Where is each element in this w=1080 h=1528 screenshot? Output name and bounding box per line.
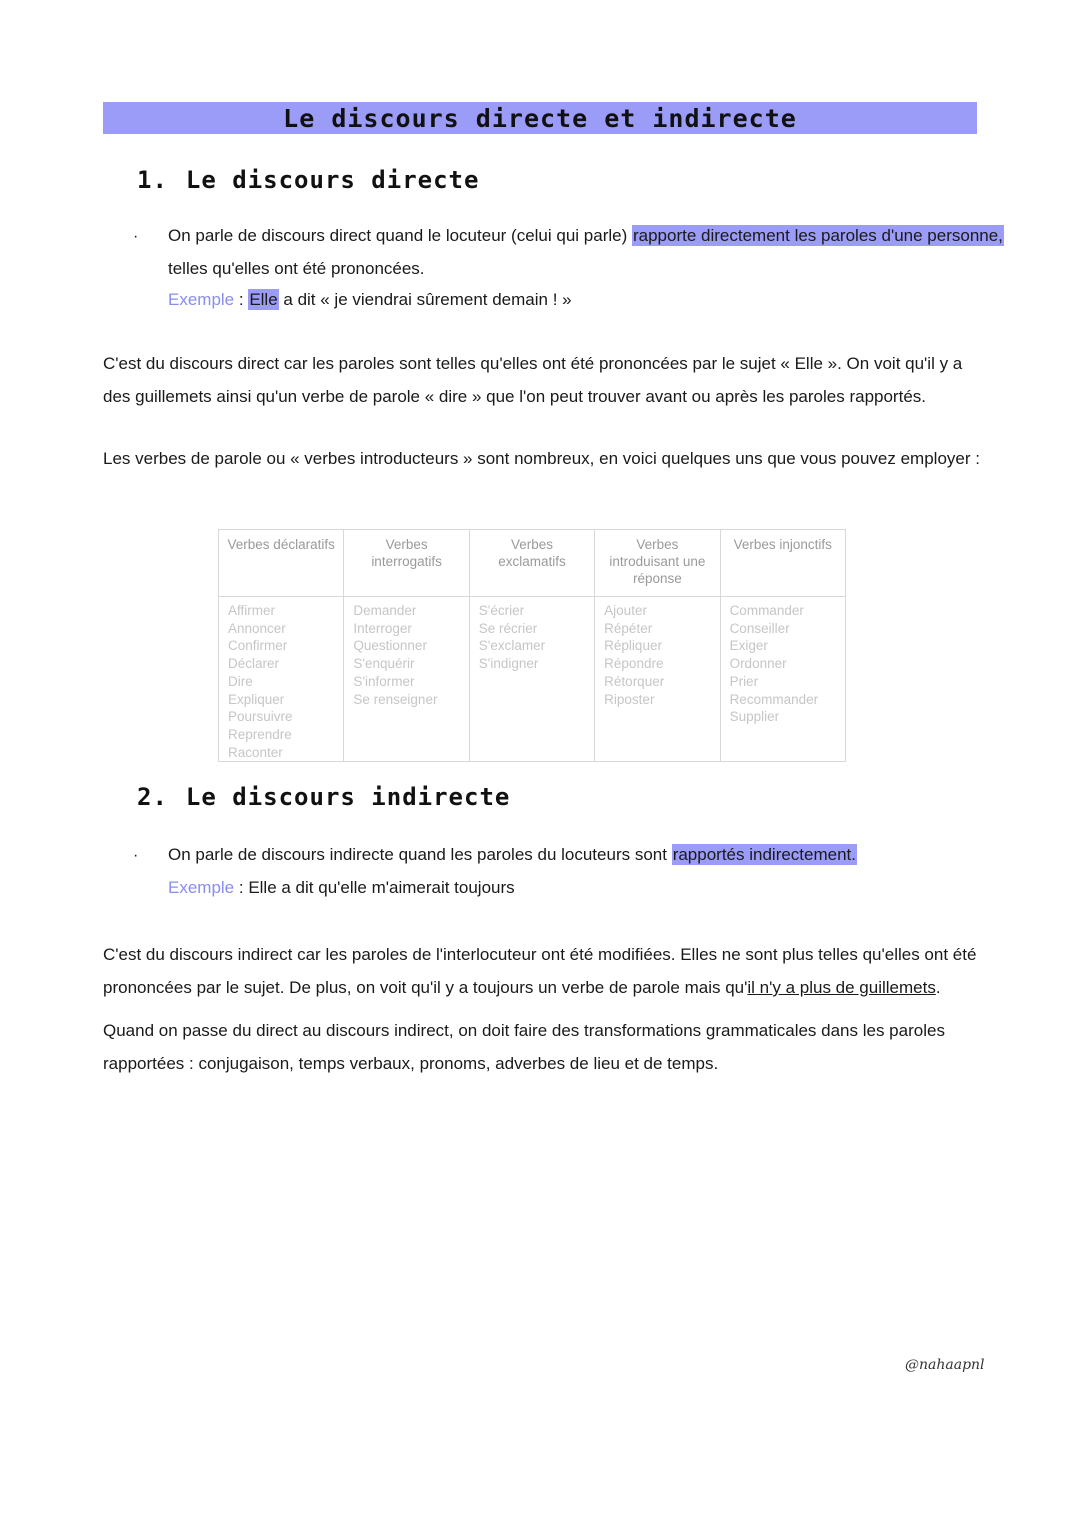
section1-example bbox=[168, 290, 572, 310]
table-header-exclamatifs: Verbes exclamatifs bbox=[469, 530, 594, 597]
verb-item: Recommander bbox=[729, 691, 819, 707]
table-header-reponse: Verbes introduisant une réponse bbox=[595, 530, 720, 597]
verb-item: S'exclamer bbox=[478, 638, 546, 654]
section1-definition-text: On parle de discours direct quand le locuteur (celui qui parle) bbox=[168, 226, 632, 245]
verbs-table-row bbox=[219, 597, 846, 762]
section2-definition-text: On parle de discours indirecte quand les paroles du locuteurs sont bbox=[168, 845, 672, 864]
section1-definition-line2: telles qu'elles ont été prononcées. bbox=[168, 259, 425, 278]
bullet-dot: · bbox=[133, 847, 139, 864]
verbs-table bbox=[218, 529, 846, 762]
verb-item: Supplier bbox=[729, 709, 780, 725]
verb-item: Confirmer bbox=[228, 638, 288, 654]
example-label: Exemple bbox=[168, 290, 235, 309]
example-separator: : bbox=[234, 290, 249, 309]
verb-item: S'informer bbox=[353, 673, 415, 689]
table-cell-exclamatifs bbox=[469, 597, 594, 762]
section2-explanation-text: C'est du discours indirect car les paroles de l'interlocuteur ont été modifiées. Elles ne sont plus telles qu'elles ont été prononcées par le sujet. De plus, on voit qu'il y a toujours un verbe de parole mais qu' bbox=[103, 945, 977, 997]
verb-item: Ajouter bbox=[604, 603, 647, 618]
section1-definition-line1 bbox=[168, 226, 1004, 246]
verb-item: S'indigner bbox=[478, 656, 539, 672]
verb-item: Conseiller bbox=[729, 620, 790, 636]
section2-definition bbox=[168, 845, 857, 865]
verb-item: Répondre bbox=[604, 656, 664, 672]
section2-heading-text: Le discours indirecte bbox=[185, 783, 511, 811]
verb-item: Demander bbox=[353, 603, 417, 618]
example-sentence: Elle a dit qu'elle m'aimerait toujours bbox=[248, 878, 515, 897]
verb-item: Se récrier bbox=[478, 620, 538, 636]
verb-item: Exiger bbox=[729, 638, 768, 654]
verb-item: Répliquer bbox=[604, 638, 662, 654]
section2-explanation-underlined: il n'y a plus de guillemets bbox=[747, 978, 936, 997]
section1-definition-highlight: rapporte directement les paroles d'une personne, bbox=[632, 226, 1003, 245]
verb-item: Questionner bbox=[353, 638, 427, 654]
verb-item: Rétorquer bbox=[604, 673, 665, 689]
example-subject-highlight: Elle bbox=[249, 290, 278, 309]
table-cell-declaratifs bbox=[219, 597, 344, 762]
verb-item: Commander bbox=[729, 603, 804, 618]
example-separator: : bbox=[234, 878, 249, 897]
verb-item: Raconter bbox=[228, 744, 283, 760]
verbs-intro: Les verbes de parole ou « verbes introducteurs » sont nombreux, en voici quelques uns que vous pouvez employer : bbox=[103, 449, 980, 468]
section1-explanation: C'est du discours direct car les paroles sont telles qu'elles ont été prononcées par le sujet « Elle ». On voit qu'il y a des guillemets ainsi qu'un verbe de parole « dire » que l'on peut trouver avant ou après les paroles rapportés. bbox=[103, 354, 963, 406]
verb-item: Annoncer bbox=[228, 620, 286, 636]
verb-item: Dire bbox=[228, 673, 253, 689]
table-header-injonctifs: Verbes injonctifs bbox=[720, 530, 845, 597]
verb-item: S'enquérir bbox=[353, 656, 415, 672]
verb-item: Reprendre bbox=[228, 726, 292, 742]
verb-item: Ordonner bbox=[729, 656, 787, 672]
section2-explanation-end: . bbox=[935, 978, 941, 997]
table-header-declaratifs: Verbes déclaratifs bbox=[219, 530, 344, 597]
section1-heading-text: Le discours directe bbox=[185, 166, 480, 194]
section2-example bbox=[168, 878, 515, 898]
section2-heading bbox=[137, 783, 510, 811]
verb-item: Expliquer bbox=[228, 691, 285, 707]
section2-definition-highlight: rapportés indirectement. bbox=[672, 845, 857, 864]
verb-item: Poursuivre bbox=[228, 709, 293, 725]
table-cell-reponse bbox=[595, 597, 720, 762]
verb-item: S'écrier bbox=[478, 603, 525, 618]
verb-item: Répéter bbox=[604, 620, 653, 636]
author-watermark: @nahaapnl bbox=[905, 1357, 985, 1373]
verb-item: Se renseigner bbox=[353, 691, 438, 707]
table-cell-interrogatifs bbox=[344, 597, 469, 762]
section1-heading bbox=[137, 166, 479, 194]
verb-item: Prier bbox=[729, 673, 759, 689]
section1-number: 1. bbox=[137, 166, 168, 194]
page-title: Le discours directe et indirecte bbox=[283, 104, 797, 133]
verbs-table-header-row bbox=[219, 530, 846, 597]
example-quote: a dit « je viendrai sûrement demain ! » bbox=[278, 290, 572, 309]
section2-explanation bbox=[103, 938, 983, 1004]
section2-transformations: Quand on passe du direct au discours indirect, on doit faire des transformations grammaticales dans les paroles rapportées : conjugaison, temps verbaux, pronoms, adverbes de lieu et de temps. bbox=[103, 1021, 945, 1073]
title-banner bbox=[103, 102, 977, 134]
bullet-dot: · bbox=[133, 228, 139, 245]
table-cell-injonctifs bbox=[720, 597, 845, 762]
verb-item: Déclarer bbox=[228, 656, 280, 672]
verb-item: Affirmer bbox=[228, 603, 276, 618]
verb-item: Interroger bbox=[353, 620, 412, 636]
example-label: Exemple bbox=[168, 878, 235, 897]
verb-item: Riposter bbox=[604, 691, 655, 707]
table-header-interrogatifs: Verbes interrogatifs bbox=[344, 530, 469, 597]
section2-number: 2. bbox=[137, 783, 168, 811]
